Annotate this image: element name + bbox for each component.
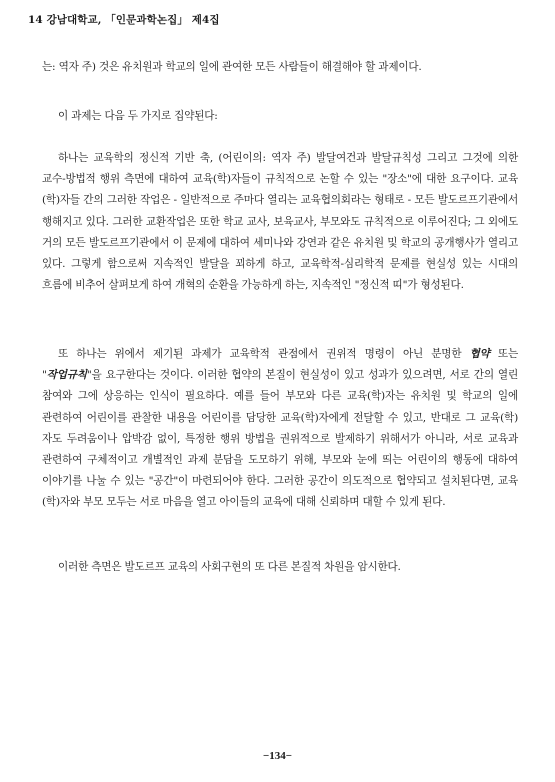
paragraph-second-task-before: 또 하나는 위에서 제기된 과제가 교육학적 관점에서 권위적 명령이 아닌 분명한	[58, 348, 470, 360]
paragraph-first-task: 하나는 교육학의 정신적 기반 축, (어린이의: 역자 주) 발달여건과 발달규칙성 그리고 그것에 의한 교수-방법적 행위 측면에 대하여 교육(학)자들이 규칙적으로 논할 수 있는 "장소"에 대한 요구이다. 교육(학)자들 간의 그러한 작업은 - 일반적으로 주마다 열리는 교육협의회라는 형태로 - 모든 발도르프기관에서 행해지고 있다. 그러한 교환작업은 또한 학교 교사, 보육교사, 부모와도 규칙적으로 이루어진다; 그 외에도 거의 모든 발도르프기관에서 이 문제에 대하여 세미나와 강연과 같은 유치원 및 학교의 공개행사가 열리고 있다. 그렇게 함으로써 지속적인 발달을 꾀하게 하고, 교육학적-심리학적 문제를 현실성 있는 시대의 흐름에 비추어 살펴보게 하여 개혁의 순환을 가능하게 하는, 지속적인 "정신적 띠"가 형성된다.	[42, 152, 518, 292]
running-header: 14 강남대학교, 「인문과학논집」 제4집	[28, 14, 220, 26]
emphasis-work-rules: 작업규칙	[46, 369, 87, 382]
paragraph-second-task-mid: 또는 "	[42, 348, 518, 382]
paragraph-intro: 이 과제는 다음 두 가지로 집약된다:	[58, 110, 218, 122]
paragraph-continuation: 는: 역자 주) 것은 유치원과 학교의 일에 관여한 모든 사람들이 해결해야 할 과제이다.	[42, 61, 422, 73]
paragraph-second-task-after: "을 요구한다는 것이다. 이러한 협약의 본질이 현실성이 있고 성과가 있으려면, 서로 간의 열린 참여와 그에 상응하는 인식이 필요하다. 예를 들어 부모와 다른 교육(학)자는 유치원 및 학교의 일에 관련하여 어린이를 관찰한 내용을 어린이를 담당한 교육(학)자에게 전달할 수 있고, 반대로 그 교육(학)자도 두려움이나 압박감 없이, 특정한 행위 방법을 권위적으로 발제하기 위해서가 아니라, 서로 교육과 관련하여 구체적이고 개별적인 과제 분담을 도모하기 위해, 부모와 눈에 띄는 어린이의 행동에 대하여 이야기를 나눌 수 있는 "공간"이 마련되어야 한다. 그러한 공간이 의도적으로 협약되고 설치된다면, 교육(학)자와 부모 모두는 서로 마음을 열고 아이들의 교육에 대해 신뢰하며 대할 수 있게 된다.	[42, 369, 518, 509]
paragraph-second-task	[42, 344, 518, 514]
paragraph-conclusion: 이러한 측면은 발도르프 교육의 사회구현의 또 다른 본질적 차원을 암시한다.	[58, 561, 401, 573]
page-number: −134−	[262, 750, 293, 762]
emphasis-agreement: 협약	[469, 348, 490, 360]
